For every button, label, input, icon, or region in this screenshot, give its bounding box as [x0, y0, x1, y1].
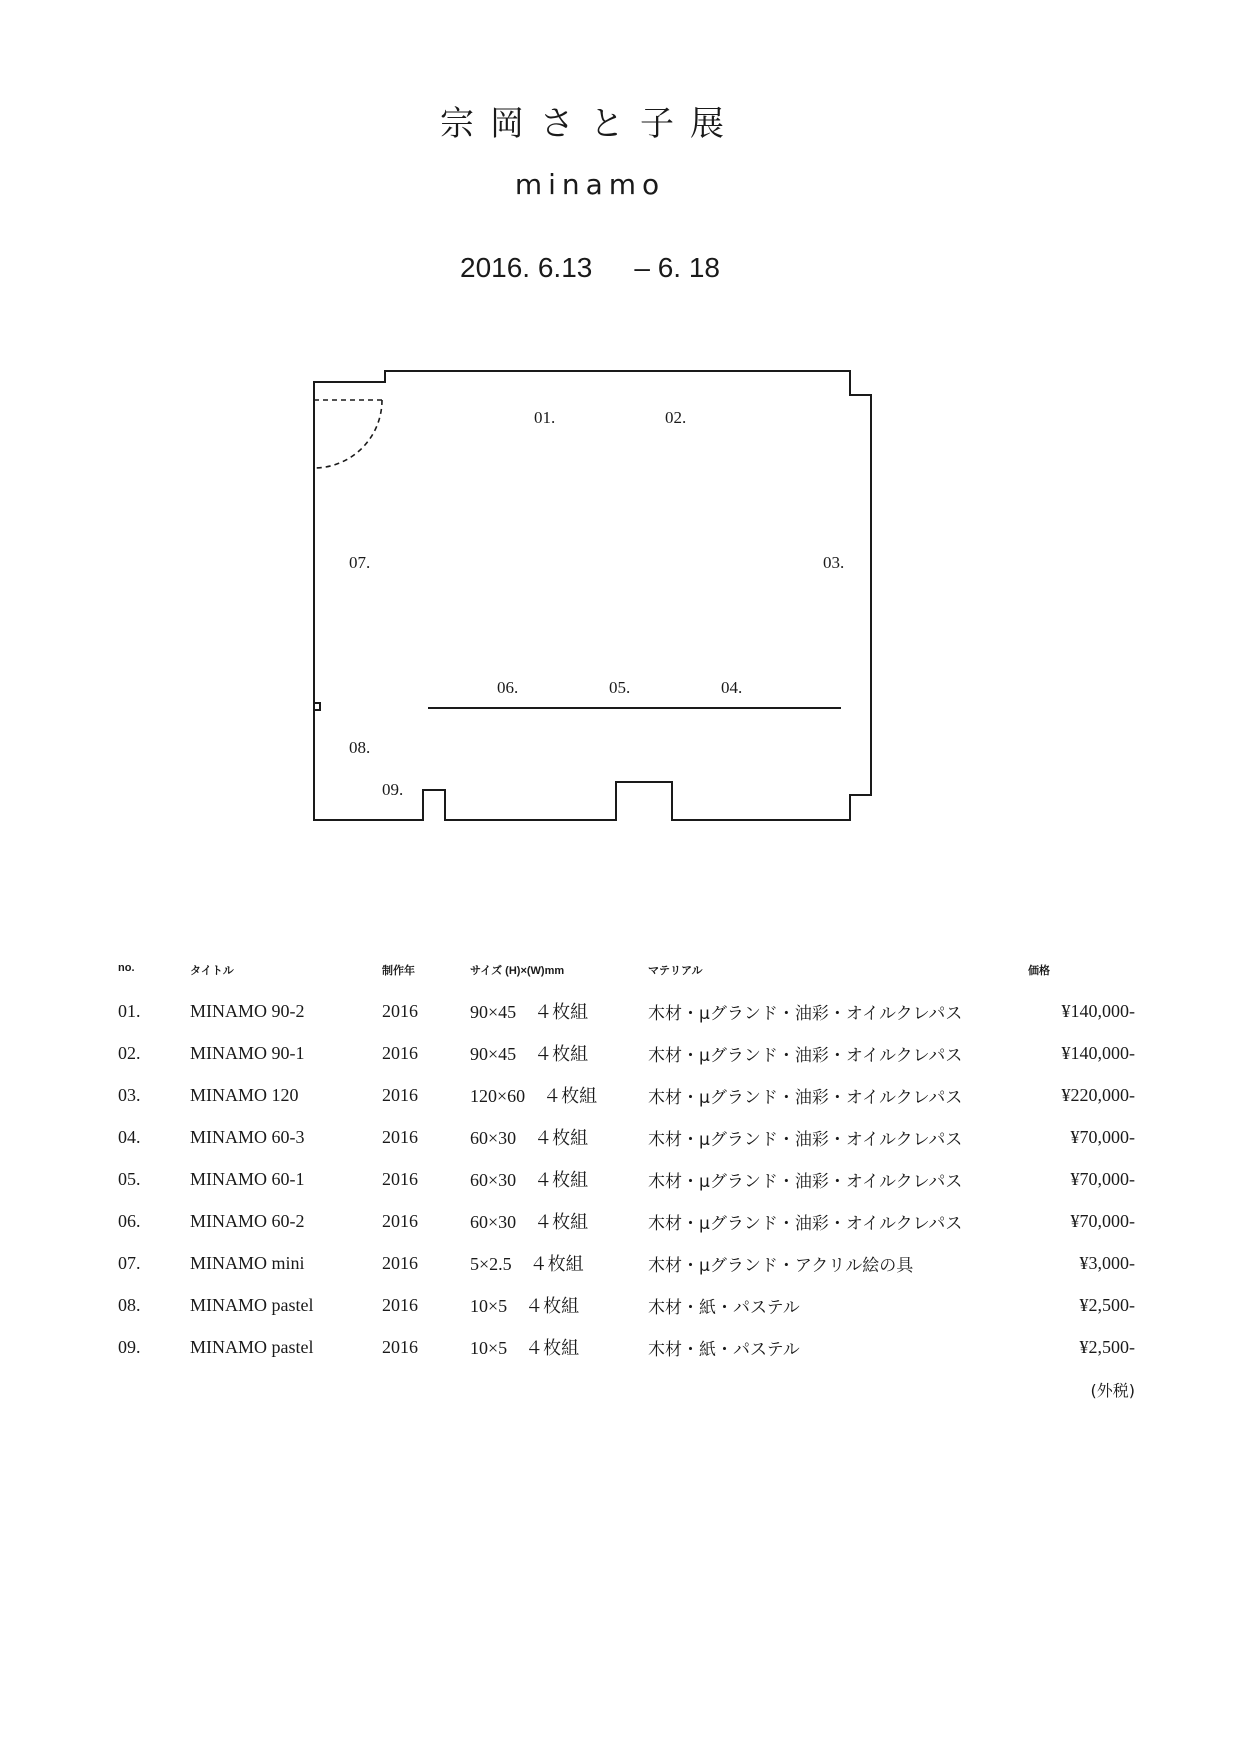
cell-size: 90×45 ４枚組	[470, 1044, 589, 1064]
header-price: 価格	[1028, 965, 1050, 977]
plan-label-07: 07.	[349, 553, 371, 572]
cell-year: 2016	[382, 1336, 418, 1357]
cell-material: 木材・µグランド・油彩・オイルクレパス	[648, 1213, 963, 1234]
floor-plan-walls	[314, 371, 871, 820]
table-row	[118, 990, 1135, 1032]
date-start: 2016. 6.13	[460, 252, 593, 283]
cell-no: 04.	[118, 1126, 141, 1147]
cell-material: 木材・µグランド・油彩・オイルクレパス	[648, 1045, 963, 1066]
table-row	[118, 1032, 1135, 1074]
cell-material: 木材・紙・パステル	[648, 1339, 800, 1360]
cell-material: 木材・µグランド・油彩・オイルクレパス	[648, 1003, 963, 1024]
header-year: 制作年	[382, 965, 415, 977]
cell-price: ¥2,500-	[1079, 1336, 1135, 1357]
cell-title: MINAMO 60-2	[190, 1210, 305, 1231]
plan-label-01: 01.	[534, 408, 556, 427]
header-material: マテリアル	[648, 965, 703, 977]
cell-year: 2016	[382, 1084, 418, 1105]
cell-year: 2016	[382, 1000, 418, 1021]
date-end: – 6. 18	[634, 252, 720, 283]
cell-size: 90×45 ４枚組	[470, 1002, 589, 1022]
cell-year: 2016	[382, 1294, 418, 1315]
cell-title: MINAMO 90-1	[190, 1042, 305, 1063]
cell-title: MINAMO pastel	[190, 1294, 314, 1315]
cell-price: ¥70,000-	[1070, 1168, 1135, 1189]
cell-no: 06.	[118, 1210, 141, 1231]
tax-note: (外税)	[1090, 1381, 1135, 1400]
plan-label-08: 08.	[349, 738, 371, 757]
plan-label-02: 02.	[665, 408, 687, 427]
cell-title: MINAMO 60-1	[190, 1168, 305, 1189]
floor-plan	[300, 370, 880, 830]
cell-price: ¥140,000-	[1061, 1042, 1135, 1063]
cell-price: ¥140,000-	[1061, 1000, 1135, 1021]
cell-material: 木材・µグランド・油彩・オイルクレパス	[648, 1129, 963, 1150]
cell-no: 09.	[118, 1336, 141, 1357]
cell-material: 木材・µグランド・油彩・オイルクレパス	[648, 1171, 963, 1192]
table-row	[118, 1074, 1135, 1116]
cell-year: 2016	[382, 1126, 418, 1147]
table-row	[118, 1116, 1135, 1158]
exhibition-dates	[0, 252, 1180, 284]
plan-label-06: 06.	[497, 678, 519, 697]
artwork-price-list	[118, 962, 1135, 1368]
plan-label-04: 04.	[721, 678, 743, 697]
cell-year: 2016	[382, 1168, 418, 1189]
exhibition-title: 宗岡さと子展	[440, 104, 740, 144]
door-swing	[314, 400, 382, 468]
table-row	[118, 1284, 1135, 1326]
plan-label-05: 05.	[609, 678, 631, 697]
cell-size: 5×2.5 ４枚組	[470, 1254, 584, 1274]
cell-price: ¥2,500-	[1079, 1294, 1135, 1315]
cell-no: 02.	[118, 1042, 141, 1063]
cell-no: 07.	[118, 1252, 141, 1273]
cell-year: 2016	[382, 1042, 418, 1063]
plan-label-09: 09.	[382, 780, 404, 799]
table-header-row	[118, 962, 1135, 990]
exhibition-subtitle: minamo	[514, 168, 666, 201]
cell-material: 木材・µグランド・アクリル絵の具	[648, 1255, 914, 1276]
cell-price: ¥70,000-	[1070, 1210, 1135, 1231]
header-title: タイトル	[190, 965, 234, 977]
header-size: サイズ (H)×(W)mm	[470, 965, 565, 977]
cell-no: 03.	[118, 1084, 141, 1105]
cell-year: 2016	[382, 1252, 418, 1273]
cell-size: 60×30 ４枚組	[470, 1128, 589, 1148]
cell-no: 08.	[118, 1294, 141, 1315]
cell-material: 木材・紙・パステル	[648, 1297, 800, 1318]
cell-no: 05.	[118, 1168, 141, 1189]
header-no: no.	[118, 962, 135, 974]
cell-title: MINAMO pastel	[190, 1336, 314, 1357]
table-row	[118, 1242, 1135, 1284]
table-row	[118, 1200, 1135, 1242]
cell-size: 10×5 ４枚組	[470, 1338, 580, 1358]
plan-label-03: 03.	[823, 553, 845, 572]
cell-size: 60×30 ４枚組	[470, 1170, 589, 1190]
cell-price: ¥70,000-	[1070, 1126, 1135, 1147]
cell-title: MINAMO 90-2	[190, 1000, 305, 1021]
cell-title: MINAMO 120	[190, 1084, 299, 1105]
cell-price: ¥220,000-	[1061, 1084, 1135, 1105]
cell-size: 60×30 ４枚組	[470, 1212, 589, 1232]
cell-title: MINAMO mini	[190, 1252, 305, 1273]
cell-material: 木材・µグランド・油彩・オイルクレパス	[648, 1087, 963, 1108]
cell-price: ¥3,000-	[1079, 1252, 1135, 1273]
cell-title: MINAMO 60-3	[190, 1126, 305, 1147]
cell-size: 10×5 ４枚組	[470, 1296, 580, 1316]
table-row	[118, 1326, 1135, 1368]
cell-year: 2016	[382, 1210, 418, 1231]
table-row	[118, 1158, 1135, 1200]
cell-size: 120×60 ４枚組	[470, 1086, 598, 1106]
cell-no: 01.	[118, 1000, 141, 1021]
